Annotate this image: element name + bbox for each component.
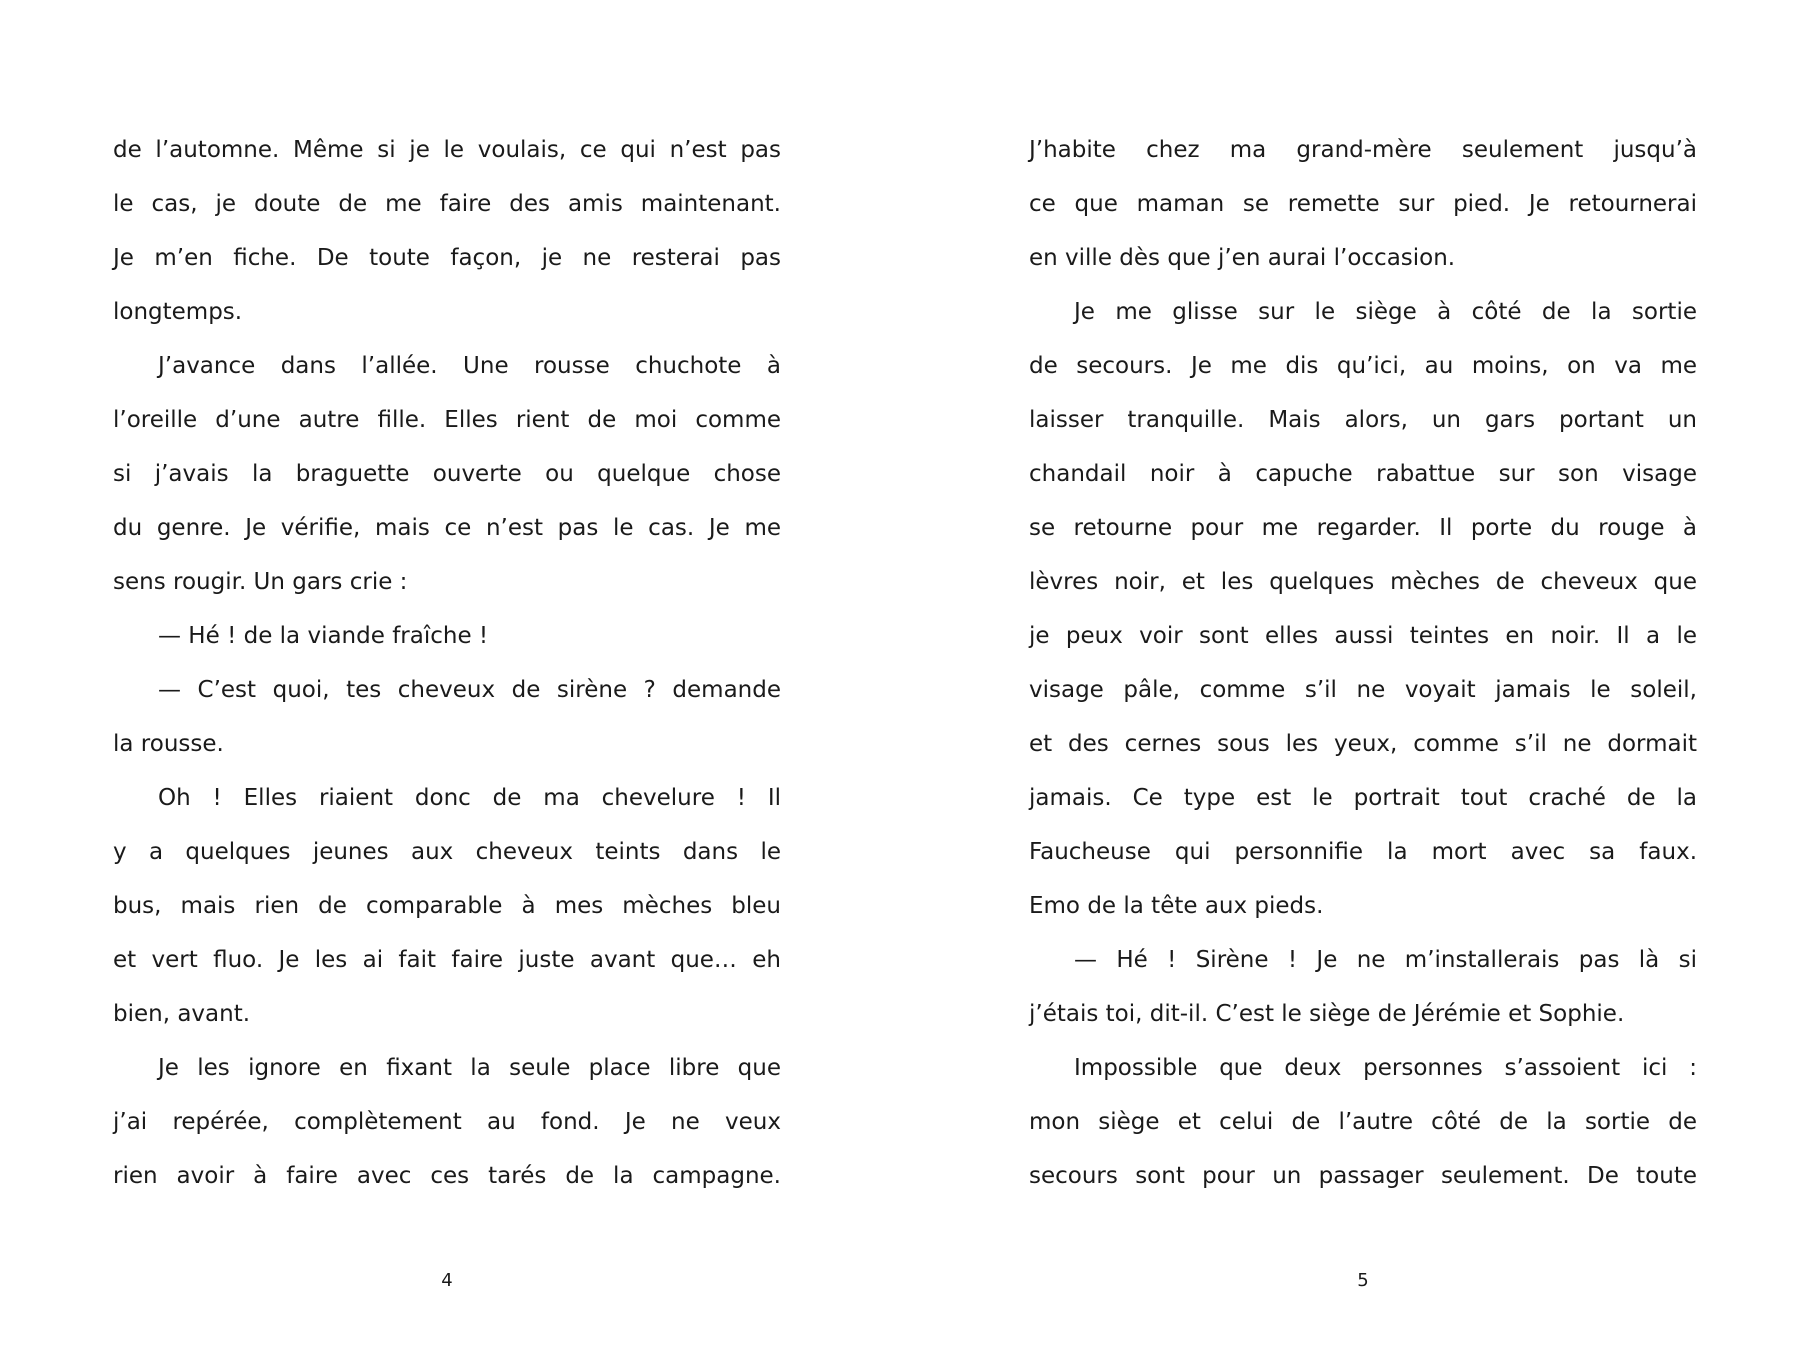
text-line: j’étais toi, dit-il. C’est le siège de Jérémie et Sophie.: [1029, 1001, 1625, 1027]
right-page-text: [1029, 123, 1697, 1203]
text-line: si j’avais la braguette ouverte ou quelque chose: [113, 461, 781, 487]
text-line: je peux voir sont elles aussi teintes en noir. Il a le: [1029, 623, 1697, 649]
text-line: laisser tranquille. Mais alors, un gars portant un: [1029, 407, 1697, 433]
text-line: de secours. Je me dis qu’ici, au moins, on va me: [1029, 353, 1697, 379]
text-line: la rousse.: [113, 731, 224, 757]
text-line: mon siège et celui de l’autre côté de la sortie de: [1029, 1109, 1697, 1135]
text-line: y a quelques jeunes aux cheveux teints dans le: [113, 839, 781, 865]
text-line: visage pâle, comme s’il ne voyait jamais le soleil,: [1029, 677, 1697, 703]
left-page-text: [113, 123, 781, 1203]
text-line: Faucheuse qui personnifie la mort avec sa faux.: [1029, 839, 1697, 865]
text-line: J’habite chez ma grand-mère seulement jusqu’à: [1029, 137, 1697, 163]
text-line: du genre. Je vérifie, mais ce n’est pas le cas. Je me: [113, 515, 781, 541]
text-line: — C’est quoi, tes cheveux de sirène ? demande: [158, 677, 781, 703]
text-line: j’ai repérée, complètement au fond. Je ne veux: [113, 1109, 781, 1135]
page-number-right: 5: [1357, 1270, 1369, 1291]
text-line: de l’automne. Même si je le voulais, ce qui n’est pas: [113, 137, 781, 163]
text-line: ce que maman se remette sur pied. Je retournerai: [1029, 191, 1697, 217]
text-line: chandail noir à capuche rabattue sur son visage: [1029, 461, 1697, 487]
text-line: — Hé ! Sirène ! Je ne m’installerais pas là si: [1074, 947, 1697, 973]
text-line: Emo de la tête aux pieds.: [1029, 893, 1324, 919]
text-line: le cas, je doute de me faire des amis maintenant.: [113, 191, 781, 217]
text-line: Je m’en fiche. De toute façon, je ne resterai pas: [113, 245, 781, 271]
text-line: et vert fluo. Je les ai fait faire juste avant que… eh: [113, 947, 781, 973]
text-line: jamais. Ce type est le portrait tout craché de la: [1029, 785, 1697, 811]
text-line: et des cernes sous les yeux, comme s’il ne dormait: [1029, 731, 1697, 757]
text-line: Oh ! Elles riaient donc de ma chevelure ! Il: [158, 785, 781, 811]
text-line: longtemps.: [113, 299, 243, 325]
text-line: Je me glisse sur le siège à côté de la sortie: [1074, 299, 1697, 325]
text-line: sens rougir. Un gars crie :: [113, 569, 408, 595]
text-line: rien avoir à faire avec ces tarés de la campagne.: [113, 1163, 781, 1189]
text-line: l’oreille d’une autre fille. Elles rient de moi comme: [113, 407, 781, 433]
page-number-left: 4: [441, 1270, 453, 1291]
text-line: lèvres noir, et les quelques mèches de cheveux que: [1029, 569, 1697, 595]
text-line: bien, avant.: [113, 1001, 251, 1027]
text-line: secours sont pour un passager seulement. De toute: [1029, 1163, 1697, 1189]
text-line: se retourne pour me regarder. Il porte du rouge à: [1029, 515, 1697, 541]
text-line: Impossible que deux personnes s’assoient ici :: [1074, 1055, 1697, 1081]
text-line: J’avance dans l’allée. Une rousse chuchote à: [158, 353, 781, 379]
text-line: bus, mais rien de comparable à mes mèches bleu: [113, 893, 781, 919]
text-line: — Hé ! de la viande fraîche !: [158, 623, 489, 649]
text-line: en ville dès que j’en aurai l’occasion.: [1029, 245, 1456, 271]
text-line: Je les ignore en fixant la seule place libre que: [158, 1055, 781, 1081]
